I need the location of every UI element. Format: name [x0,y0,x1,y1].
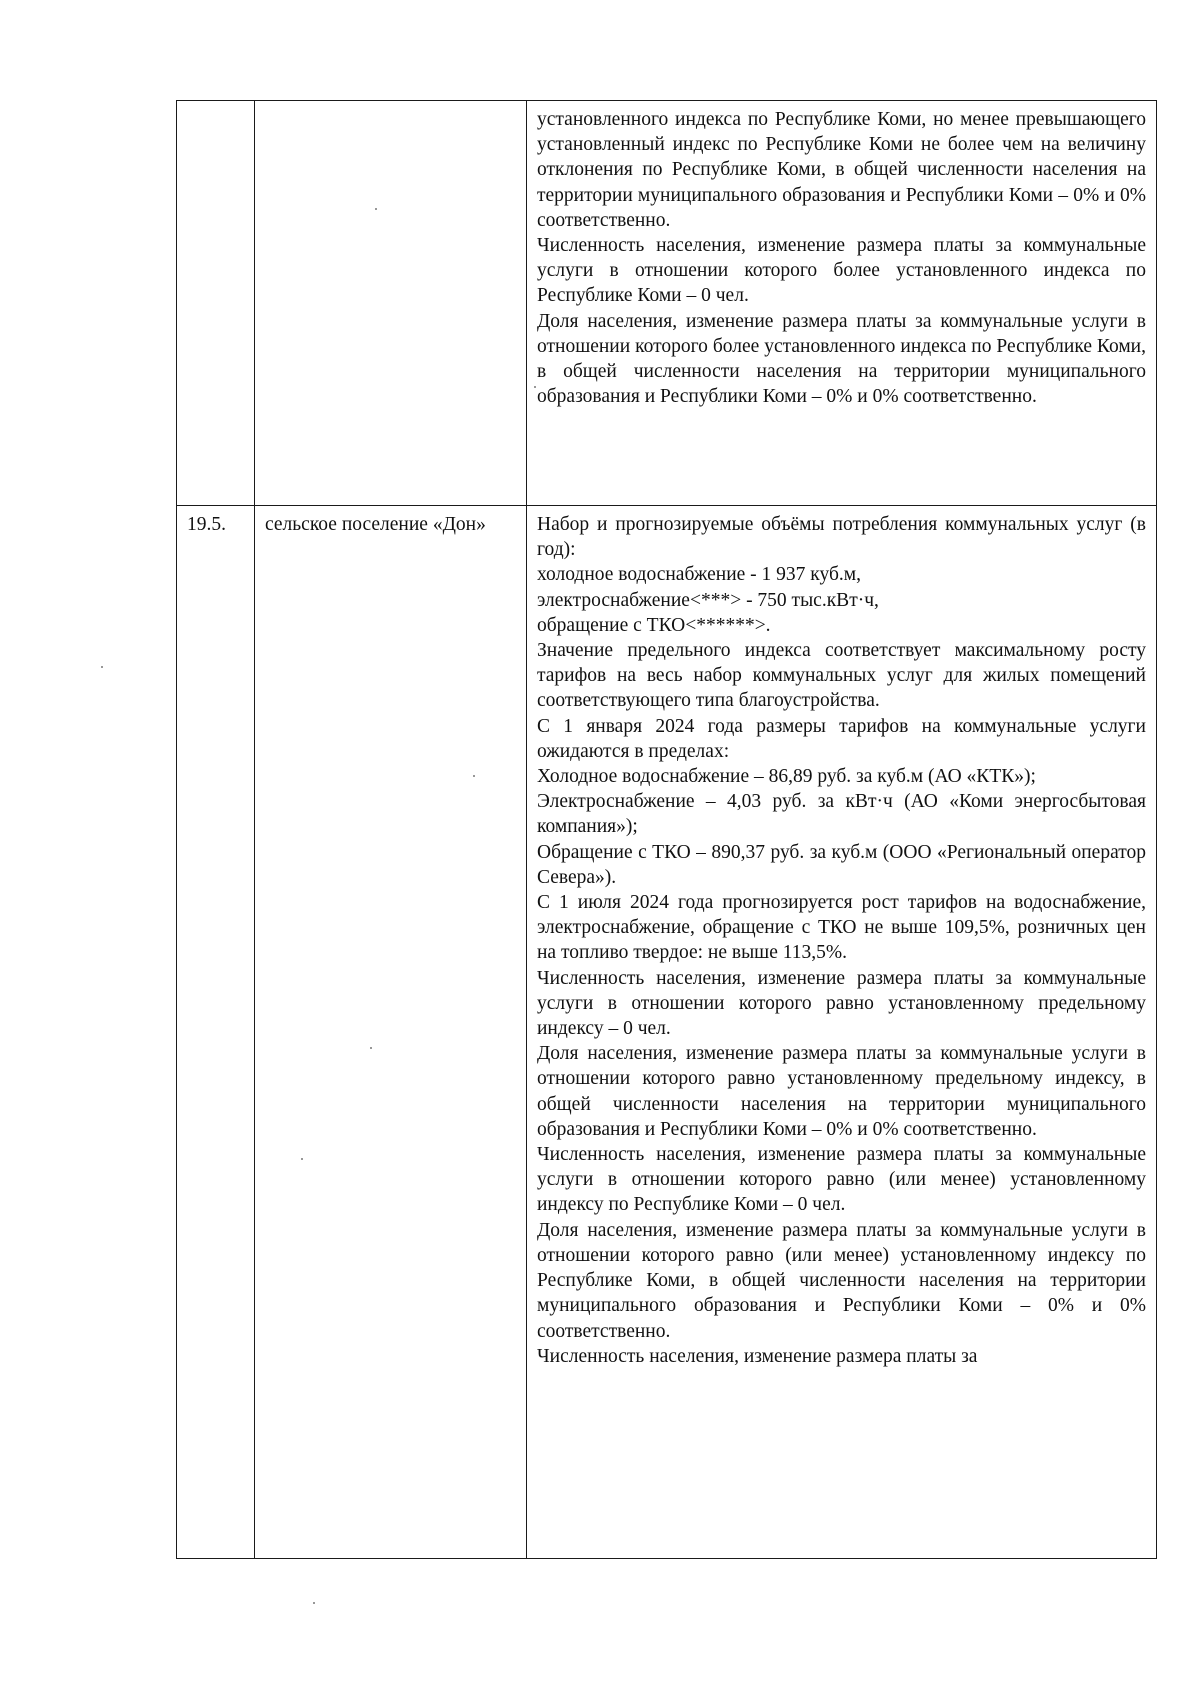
description-paragraph: Холодное водоснабжение – 86,89 руб. за куб.м (АО «КТК»); [537,766,1036,788]
description-paragraph: Значение предельного индекса соответствует максимальному росту тарифов на весь набор коммунальных услуг для жилых помещений соответствующего типа благоустройства. [537,640,1146,712]
scan-speck [301,1158,303,1160]
description-paragraph: Численность населения, изменение размера платы за коммунальные услуги в отношении которого равно установленному предельному индексу – 0 чел. [537,967,1146,1040]
table-row [177,101,1157,506]
description-paragraph: Доля населения, изменение размера платы за коммунальные услуги в отношении которого равно установленному предельному индексу, в общей численности населения на территории муниципального образования и Республики Коми – 0% и 0% соответственно. [537,1043,1146,1140]
row-description-cell [527,506,1157,1559]
description-paragraph: Набор и прогнозируемые объёмы потребления коммунальных услуг (в год): [537,514,1146,561]
description-paragraph: Численность населения, изменение размера платы за коммунальные услуги в отношении которого равно (или менее) установленному индексу по Республике Коми – 0 чел. [537,1144,1146,1216]
table-row [177,506,1157,1559]
description-paragraph: холодное водоснабжение - 1 937 куб.м, [537,564,861,586]
description-paragraph: Обращение с ТКО – 890,37 руб. за куб.м (ООО «Региональный оператор Севера»). [537,841,1146,888]
scan-speck [375,208,377,210]
scan-speck [101,666,103,668]
row-description-cell [527,101,1157,506]
row-name-cell: сельское поселение «Дон» [255,506,527,1559]
description-paragraph: Доля населения, изменение размера платы за коммунальные услуги в отношении которого равно (или менее) установленному индексу по Республике Коми, в общей численности населения на территории муниципального образования и Республики Коми – 0% и 0% соответственно. [537,1219,1146,1342]
description-paragraph: установленного индекса по Республике Коми, но менее превышающего установленный индекс по Республике Коми не более чем на величину отклонения по Республике Коми, в общей численности населения на территории муниципального образования и Республики Коми – 0% и 0% соответственно. [537,109,1146,231]
description-paragraph: Численность населения, изменение размера платы за [537,1345,978,1367]
row-number-cell [177,101,255,506]
scan-speck [370,1047,372,1049]
description-paragraph: Электроснабжение – 4,03 руб. за кВт·ч (АО «Коми энергосбытовая компания»); [537,791,1146,838]
row-name-cell [255,101,527,506]
scan-speck [534,386,536,388]
description-paragraph: С 1 января 2024 года размеры тарифов на коммунальные услуги ожидаются в пределах: [537,715,1146,762]
row-number-cell: 19.5. [177,506,255,1559]
description-paragraph: Численность населения, изменение размера платы за коммунальные услуги в отношении которого более установленного индекса по Республике Коми – 0 чел. [537,235,1146,307]
description-paragraph: С 1 июля 2024 года прогнозируется рост тарифов на водоснабжение, электроснабжение, обращение с ТКО не выше 109,5%, розничных цен на топливо твердое: не выше 113,5%. [537,892,1146,964]
data-table [176,100,1157,1559]
description-paragraph: электроснабжение<***> - 750 тыс.кВт·ч, [537,589,879,611]
description-paragraph: Доля населения, изменение размера платы за коммунальные услуги в отношении которого более установленного индекса по Республике Коми, в общей численности населения на территории муниципального образования и Республики Коми – 0% и 0% соответственно. [537,310,1146,408]
description-paragraph: обращение с ТКО<******>. [537,614,771,636]
scan-speck [473,775,475,777]
scan-speck [313,1602,315,1604]
